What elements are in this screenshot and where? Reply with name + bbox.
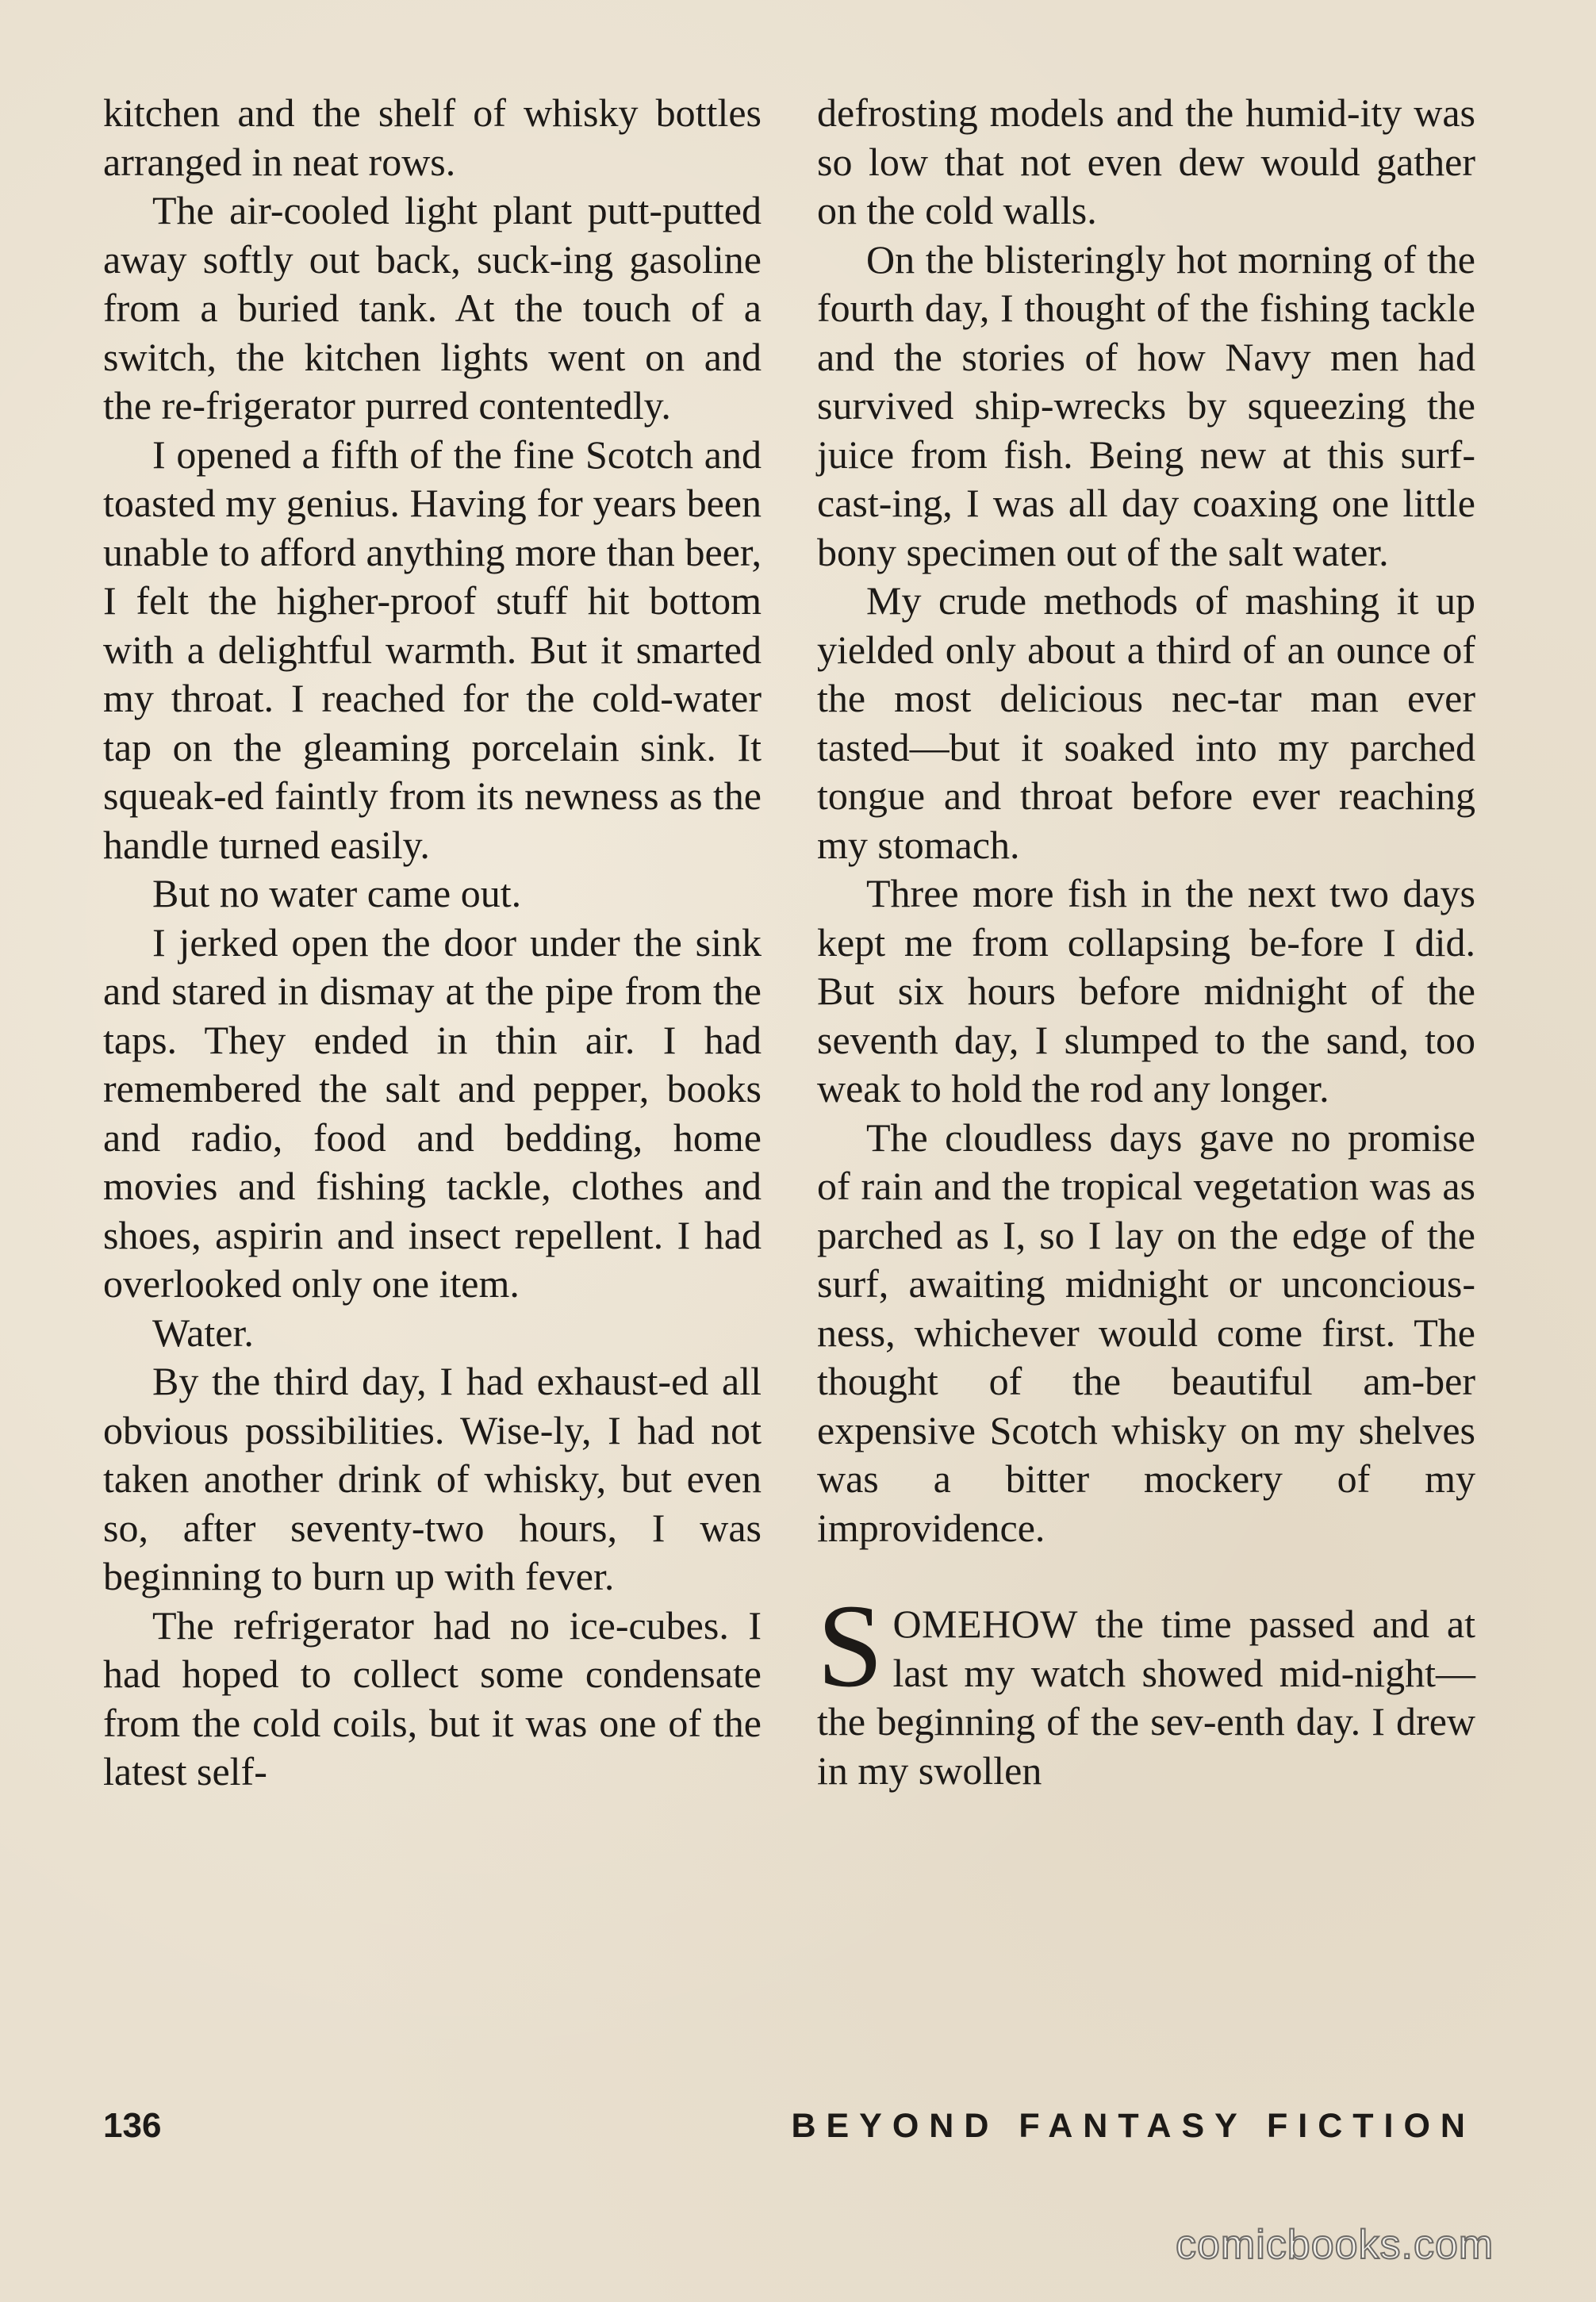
left-column — [103, 89, 762, 1797]
paragraph-continued: kitchen and the shelf of whisky bottles arranged in neat rows. — [103, 90, 762, 184]
paragraph: My crude methods of mashing it up yielded only about a third of an ounce of the most delicious nec-tar man ever tasted—but it soaked into my parched tongue and throat before ever reaching my stomach. — [817, 578, 1475, 867]
paragraph: I jerked open the door under the sink and stared in dismay at the pipe from the taps. They ended in thin air. I had remembered the salt and pepper, books and radio, food and bedding, home movies and fishing tackle, clothes and shoes, aspirin and insect repellent. I had overlooked only one item. — [103, 919, 762, 1306]
lead-in-caps: OMEHOW — [892, 1602, 1078, 1646]
section-text: the time passed and at last my watch showed mid-night—the beginning of the sev-enth day. I drew in my swollen — [817, 1602, 1475, 1793]
paragraph: Water. — [152, 1310, 254, 1355]
watermark: comicbooks.com — [1176, 2222, 1494, 2268]
section-opening-paragraph — [817, 1580, 1475, 1795]
paragraph: The refrigerator had no ice-cubes. I had hoped to collect some condensate from the cold coils, but it was one of the latest self- — [103, 1602, 762, 1794]
paragraph: The air-cooled light plant putt-putted away softly out back, suck-ing gasoline from a buried tank. At the touch of a switch, the kitchen lights went on and the re-frigerator purred contentedly. — [103, 188, 762, 428]
paragraph: But no water came out. — [152, 871, 522, 915]
magazine-title: BEYOND FANTASY FICTION — [791, 2107, 1475, 2145]
drop-cap: S — [817, 1580, 884, 1712]
paragraph: Three more fish in the next two days kept me from collapsing be-fore I did. But six hours before midnight of the seventh day, I slumped to the sand, too weak to hold the rod any longer. — [817, 871, 1475, 1111]
paragraph: By the third day, I had exhaust-ed all obvious possibilities. Wise-ly, I had not taken another drink of whisky, but even so, after seventy-two hours, I was beginning to burn up with fever. — [103, 1359, 762, 1598]
paragraph: On the blisteringly hot morning of the fourth day, I thought of the fishing tackle and the stories of how Navy men had survived ship-wrecks by squeezing the juice from fish. Being new at this surf-cast-ing, I was all day coaxing one little bony specimen out of the salt water. — [817, 236, 1475, 574]
paragraph: The cloudless days gave no promise of rain and the tropical vegetation was as parched as I, so I lay on the edge of the surf, awaiting midnight or unconcious-ness, whichever would come first. The thought of the beautiful am-ber expensive Scotch whisky on my shelves was a bitter mockery of my improvidence. — [817, 1115, 1475, 1550]
paragraph: I opened a fifth of the fine Scotch and toasted my genius. Having for years been unable to afford anything more than beer, I felt the higher-proof stuff hit bottom with a delightful warmth. But it smarted my throat. I reached for the cold-water tap on the gleaming porcelain sink. It squeak-ed faintly from its newness as the handle turned easily. — [103, 432, 762, 867]
page-footer — [103, 2104, 1475, 2151]
page-number: 136 — [103, 2106, 162, 2145]
right-column — [817, 89, 1475, 1795]
paragraph-continued: defrosting models and the humid-ity was so low that not even dew would gather on the cold walls. — [817, 90, 1475, 232]
